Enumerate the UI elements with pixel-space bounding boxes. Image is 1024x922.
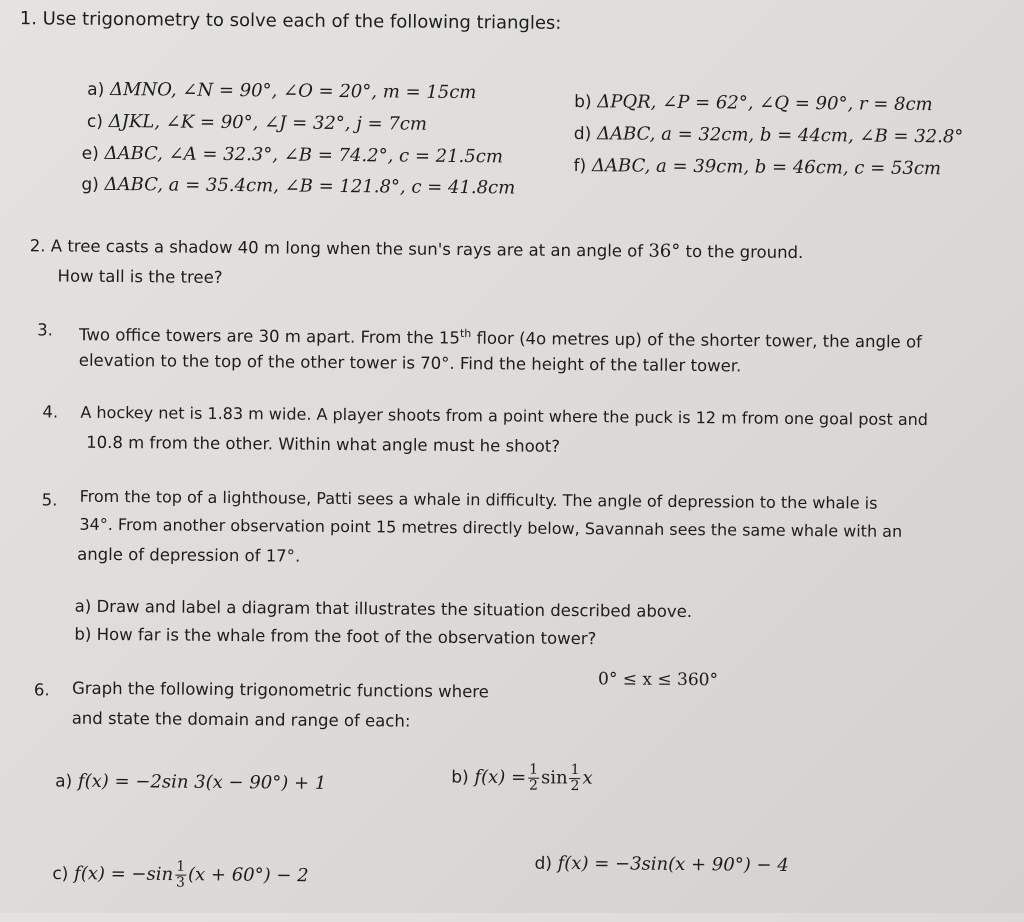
q4-number: 4. — [42, 402, 59, 422]
q6-domain: 0° ≤ x ≤ 360° — [598, 669, 719, 691]
q6-item-a: a) f(x) = −2sin 3(x − 90°) + 1 — [55, 770, 327, 794]
q6-line1: Graph the following trigonometric functions where — [71, 678, 489, 702]
q6-b-fraction-2: $\frac{1}{2}$ — [570, 762, 580, 795]
q5-line1: From the top of a lighthouse, Patti sees a whale in difficulty. The angle of depression to the whale is — [79, 486, 878, 513]
q5-number: 5. — [41, 490, 58, 510]
q6-item-c: c) f(x) = −sin $\frac{1}{3}$ (x + 60°) − 2 — [52, 858, 309, 891]
q1-item-e: e) ΔABC, ∠A = 32.3°, ∠B = 74.2°, c = 21.5cm — [81, 142, 504, 168]
q4-line1: A hockey net is 1.83 m wide. A player shoots from a point where the puck is 12 m from one goal post and — [80, 402, 929, 430]
q5-line3: angle of depression of 17°. — [77, 544, 301, 566]
q6-item-b: b) f(x) = $\frac{1}{2}$ sin $\frac{1}{2}$ x — [451, 761, 593, 795]
q5-part-a: a) Draw and label a diagram that illustrates the situation described above. — [74, 596, 693, 622]
q5-line2: 34°. From another observation point 15 metres directly below, Savannah sees the same whale with an — [79, 514, 903, 541]
q2-line2: How tall is the tree? — [57, 266, 223, 287]
q3-number: 3. — [37, 320, 53, 340]
q5-part-b: b) How far is the whale from the foot of the observation tower? — [74, 624, 597, 649]
q1-item-f: f) ΔABC, a = 39cm, b = 46cm, c = 53cm — [573, 155, 942, 180]
q1-item-a: a) ΔMNO, ∠N = 90°, ∠O = 20°, m = 15cm — [87, 78, 477, 104]
q3-line1: Two office towers are 30 m apart. From the 15th floor (4o metres up) of the shorter tower, the angle of — [78, 325, 922, 352]
q1-heading: 1. Use trigonometry to solve each of the following triangles: — [19, 8, 562, 34]
q1-item-c: c) ΔJKL, ∠K = 90°, ∠J = 32°, j = 7cm — [86, 110, 428, 135]
q2-line1: 2. A tree casts a shadow 40 m long when the sun's rays are at an angle of 36° to the ground. — [29, 236, 804, 263]
q6-b-fraction-1: $\frac{1}{2}$ — [528, 761, 539, 794]
q3-line2: elevation to the top of the other tower is 70°. Find the height of the taller tower. — [78, 350, 742, 376]
q1-item-b: b) ΔPQR, ∠P = 62°, ∠Q = 90°, r = 8cm — [574, 91, 933, 116]
q6-line2: and state the domain and range of each: — [71, 708, 411, 731]
q1-item-d: d) ΔABC, a = 32cm, b = 44cm, ∠B = 32.8° — [573, 123, 964, 148]
q6-c-fraction: $\frac{1}{3}$ — [176, 858, 186, 891]
q1-item-g: g) ΔABC, a = 35.4cm, ∠B = 121.8°, c = 41.8cm — [81, 173, 516, 199]
q4-line2: 10.8 m from the other. Within what angle must he shoot? — [86, 432, 561, 456]
q6-item-d: d) f(x) = −3sin(x + 90°) − 4 — [534, 852, 789, 876]
q6-number: 6. — [33, 680, 50, 700]
